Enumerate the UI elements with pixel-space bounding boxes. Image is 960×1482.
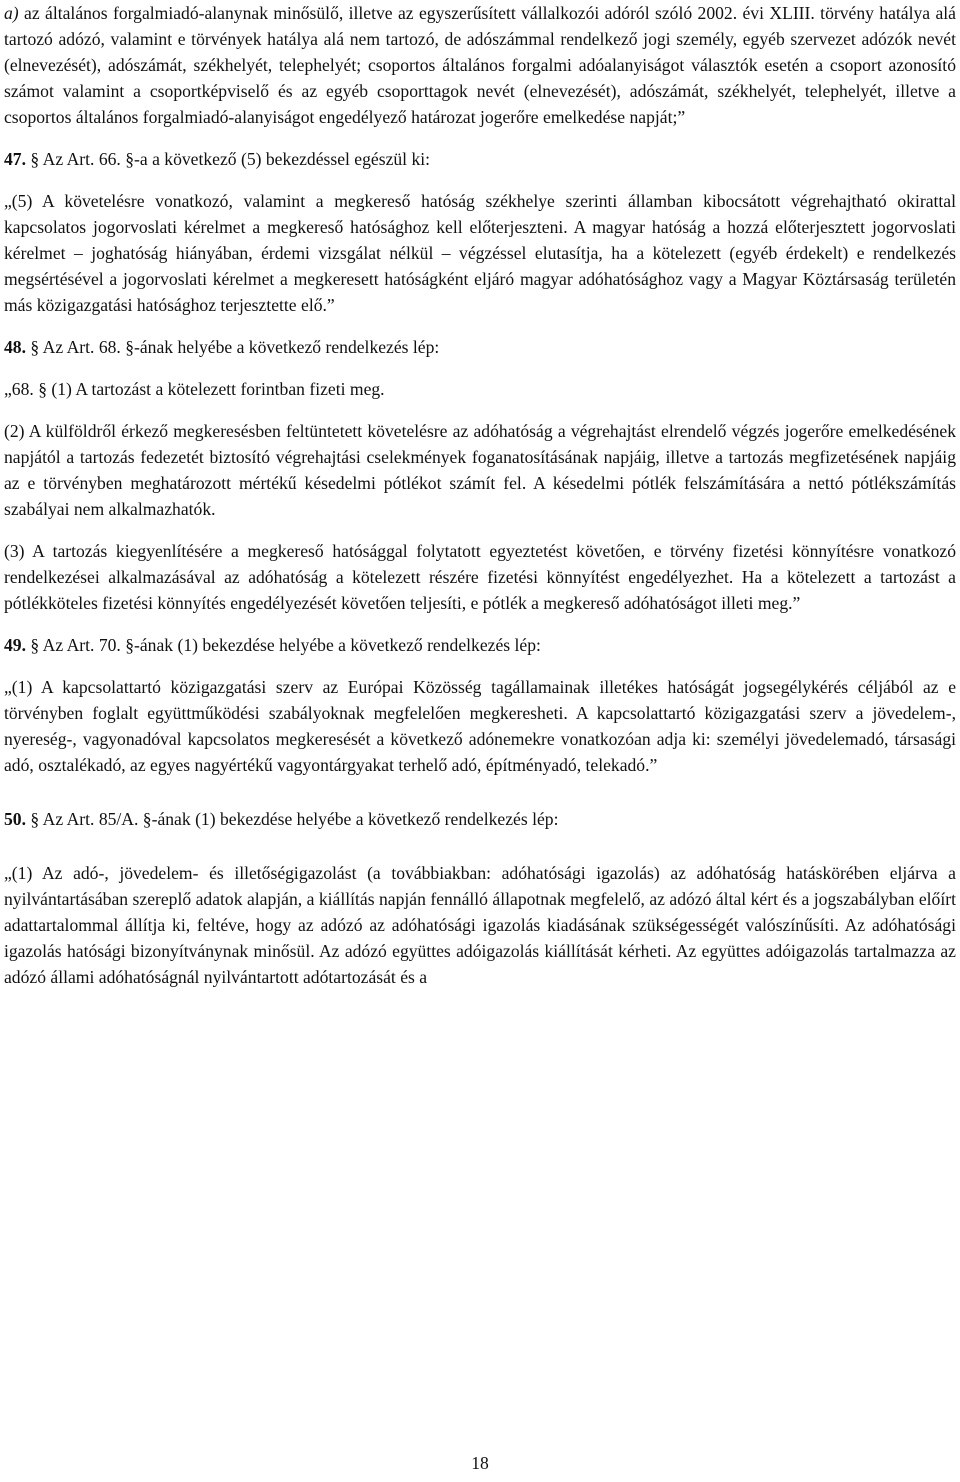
paragraph-a-label: a) xyxy=(4,3,19,23)
section-50-heading-text: § Az Art. 85/A. §-ának (1) bekezdése helyébe a következő rendelkezés lép: xyxy=(26,809,559,829)
section-50-paragraph: „(1) Az adó-, jövedelem- és illetőségigazolást (a továbbiakban: adóhatósági igazolás) az adóhatóság hatáskörében eljárva a nyilvántartásában szereplő adatok alapján, a kiállítás napján fennálló állapotnak megfelelő, az adózó által kért és a jogszabályban előírt adattartalommal állítja ki, feltéve, hogy az adózó az adóhatósági igazolás kiadásának szükségességét valószínűsíti. Az adóhatósági igazolás hatósági bizonyítványnak minősül. Az adózó együttes adóigazolás kiállítását kérheti. Az együttes adóigazolás tartalmazza az adózó állami adóhatóságnál nyilvántartott adótartozását és a xyxy=(4,863,956,987)
section-48-number: 48. xyxy=(4,337,26,357)
section-47-paragraph: „(5) A követelésre vonatkozó, valamint a megkereső hatóság székhelye szerinti államban kibocsátott végrehajtható okirattal kapcsolatos jogorvoslati kérelmet a megkereső hatósághoz kell előterjeszteni. A magyar hatóság a hozzá előterjesztett jogorvoslati kérelmet – joghatóság hiányában, érdemi vizsgálat nélkül – végzéssel elutasítja, ha a kötelezett (egyéb érdekelt) e rendelkezés megsértésével a jogorvoslati kérelmet a megkeresett hatóságként eljáró magyar adóhatósághoz vagy a Magyar Köztársaság területén más közigazgatási hatósághoz terjesztette elő.” xyxy=(4,191,956,315)
paragraph-a xyxy=(4,0,956,130)
section-50-heading xyxy=(4,806,956,832)
section-50-number: 50. xyxy=(4,809,26,829)
section-48-heading xyxy=(4,334,956,360)
section-47-heading-text: § Az Art. 66. §-a a következő (5) bekezdéssel egészül ki: xyxy=(26,149,431,169)
section-49-paragraph: „(1) A kapcsolattartó közigazgatási szerv az Európai Közösség tagállamainak illetékes hatóságát jogsegélykérés céljából az e törvényben foglalt együttműködési szabályoknak megfelelően megkeresheti. A kapcsolattartó közigazgatási szerv a jövedelem-, nyereség-, vagyonadóval kapcsolatos megkeresését a következő adónemekre vonatkozóan adja ki: személyi jövedelemadó, társasági adó, osztalékadó, az egyes nagyértékű vagyontárgyakat terhelő adó, építményadó, telekadó.” xyxy=(4,677,956,775)
section-47-heading xyxy=(4,146,956,172)
section-48-paragraph-1: „68. § (1) A tartozást a kötelezett forintban fizeti meg. xyxy=(4,379,385,399)
section-49-heading-text: § Az Art. 70. §-ának (1) bekezdése helyébe a következő rendelkezés lép: xyxy=(26,635,541,655)
section-49-heading xyxy=(4,632,956,658)
section-48-paragraph-3: (3) A tartozás kiegyenlítésére a megkereső hatósággal folytatott egyeztetést követően, e törvény fizetési könnyítésre vonatkozó rendelkezései alkalmazásával az adóhatóság a kötelezett részére fizetési könnyítést engedélyezhet. Ha a kötelezett a tartozást a pótlékköteles fizetési könnyítés engedélyezését követően teljesíti, e pótlék a megkereső adóhatóságot illeti meg.” xyxy=(4,541,956,613)
section-47-number: 47. xyxy=(4,149,26,169)
section-49-number: 49. xyxy=(4,635,26,655)
page-number: 18 xyxy=(471,1453,489,1473)
section-48-paragraph-2: (2) A külföldről érkező megkeresésben feltüntetett követelésre az adóhatóság a végrehajtást elrendelő végzés jogerőre emelkedésének napjától a tartozás fedezetét biztosító végrehajtási cselekmények foganatosításának napjáig, illetve a tartozás megfizetésének napjáig az e törvényben meghatározott mértékű késedelmi pótlékot számít fel. A késedelmi pótlék felszámítására a nettó pótlékszámítás szabályai nem alkalmazhatók. xyxy=(4,421,956,519)
section-48-heading-text: § Az Art. 68. §-ának helyébe a következő rendelkezés lép: xyxy=(26,337,440,357)
paragraph-a-text: az általános forgalmiadó-alanynak minősülő, illetve az egyszerűsített vállalkozói adóról szóló 2002. évi XLIII. törvény hatálya alá tartozó adózó, valamint e törvények hatálya alá nem tartozó, de adószámmal rendelkező jogi személy, egyéb szervezet adózók nevét (elnevezését), adószámát, székhelyét, telephelyét; csoportos általános forgalmi adóalanyiságot választók esetén a csoport azonosító számot valamint a csoportképviselő és az egyéb csoporttagok nevét (elnevezését), adószámát, székhelyét, telephelyét, illetve a csoportos általános forgalmiadó-alanyiságot engedélyező határozat jogerőre emelkedése napját;” xyxy=(4,3,956,127)
